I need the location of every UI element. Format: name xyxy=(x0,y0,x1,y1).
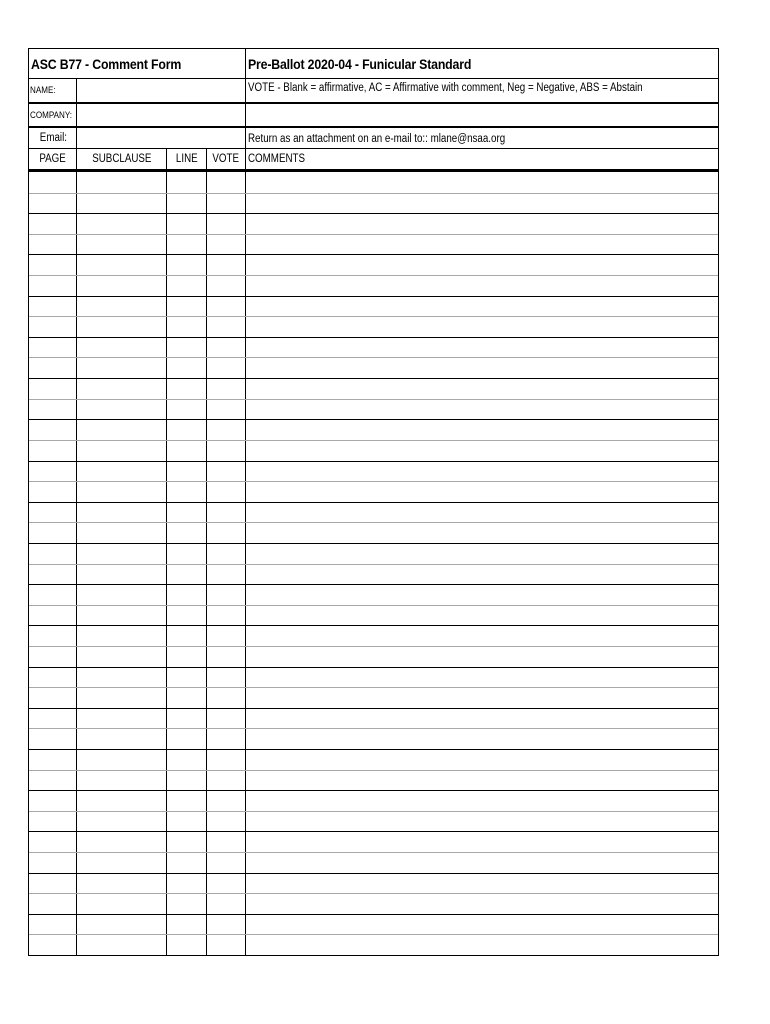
form-title-cell xyxy=(29,49,245,78)
table-row-divider xyxy=(29,193,718,194)
email-field[interactable] xyxy=(76,128,245,148)
table-row-divider xyxy=(29,687,718,688)
table-row-divider xyxy=(29,667,718,668)
ballot-title: Pre-Ballot 2020-04 - Funicular Standard xyxy=(248,55,472,72)
name-row xyxy=(29,79,718,102)
title-row xyxy=(29,49,718,78)
return-note-cell xyxy=(245,128,718,148)
table-row-divider xyxy=(29,893,718,894)
table-row-divider xyxy=(29,811,718,812)
table-row-divider xyxy=(29,625,718,626)
table-row-divider xyxy=(29,296,718,297)
header-line: LINE xyxy=(166,149,206,169)
table-row-divider xyxy=(29,770,718,771)
name-field[interactable] xyxy=(76,79,245,102)
company-row xyxy=(29,104,718,126)
vote-note: VOTE - Blank = affirmative, AC = Affirmative with comment, Neg = Negative, ABS = Abstain xyxy=(248,82,643,94)
email-row xyxy=(29,128,718,148)
company-field[interactable] xyxy=(76,104,245,126)
header-comments: COMMENTS xyxy=(245,149,718,169)
form-title: ASC B77 - Comment Form xyxy=(31,55,182,72)
company-label-cell xyxy=(29,104,76,126)
table-row-divider xyxy=(29,378,718,379)
table-row-divider xyxy=(29,399,718,400)
table-row-divider xyxy=(29,440,718,441)
company-label: COMPANY: xyxy=(30,109,73,121)
table-row-divider xyxy=(29,234,718,235)
table-row-divider xyxy=(29,419,718,420)
header-page: PAGE xyxy=(39,153,66,165)
table-row-divider xyxy=(29,337,718,338)
name-label-cell xyxy=(29,79,76,102)
header-subclause: SUBCLAUSE xyxy=(76,149,166,169)
table-row-divider xyxy=(29,213,718,214)
table-row-divider xyxy=(29,790,718,791)
table-row-divider xyxy=(29,605,718,606)
table-row-divider xyxy=(29,316,718,317)
ballot-title-cell xyxy=(245,49,718,78)
vote-note-cell xyxy=(245,79,718,102)
table-row-divider xyxy=(29,852,718,853)
table-row-divider xyxy=(29,357,718,358)
table-row-divider xyxy=(29,728,718,729)
table-row-divider xyxy=(29,873,718,874)
return-note: Return as an attachment on an e-mail to:: mlane@nsaa.org xyxy=(248,133,506,145)
header-vote: VOTE xyxy=(206,149,245,169)
table-row-divider xyxy=(29,522,718,523)
table-row-divider xyxy=(29,254,718,255)
company-note-cell xyxy=(245,104,718,126)
table-row-divider xyxy=(29,564,718,565)
table-row-divider xyxy=(29,275,718,276)
comment-form xyxy=(28,48,719,956)
table-row-divider xyxy=(29,646,718,647)
email-label: Email: xyxy=(39,132,67,144)
table-row-divider xyxy=(29,831,718,832)
table-row-divider xyxy=(29,543,718,544)
table-row-divider xyxy=(29,481,718,482)
table-row-divider xyxy=(29,584,718,585)
table-row-divider xyxy=(29,914,718,915)
table-header-row xyxy=(29,149,718,169)
table-row-divider xyxy=(29,749,718,750)
table-row-divider xyxy=(29,708,718,709)
table-row-divider xyxy=(29,461,718,462)
name-label: NAME: xyxy=(30,85,56,96)
comment-table-body[interactable] xyxy=(29,172,718,955)
email-label-cell xyxy=(29,128,76,148)
table-row-divider xyxy=(29,934,718,935)
table-row-divider xyxy=(29,502,718,503)
